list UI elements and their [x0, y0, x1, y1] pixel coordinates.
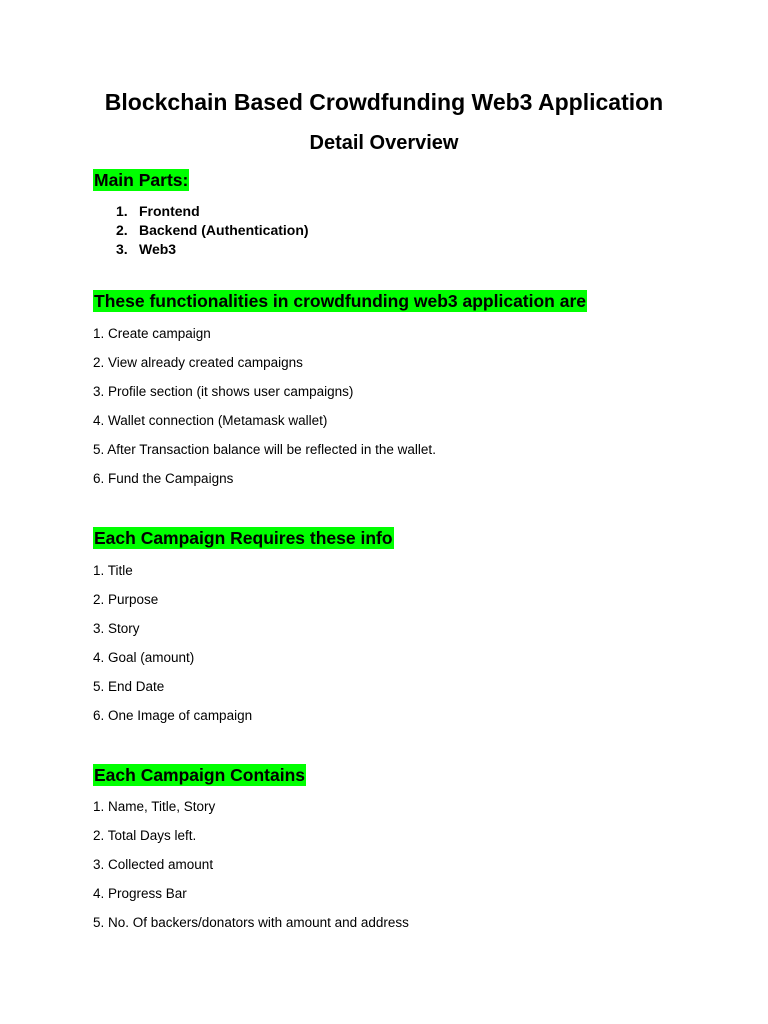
document-subtitle: Detail Overview [309, 132, 459, 154]
list-item: 6. Fund the Campaigns [93, 471, 234, 486]
list-item: 4. Goal (amount) [93, 650, 195, 665]
list-item: 4. Wallet connection (Metamask wallet) [93, 413, 328, 428]
list-item-text: Frontend [139, 203, 200, 219]
list-item: 5. End Date [93, 679, 165, 694]
list-item: 6. One Image of campaign [93, 708, 253, 723]
list-item: 1. Name, Title, Story [93, 799, 216, 814]
functionalities-list [93, 325, 436, 499]
list-item: 3. Profile section (it shows user campaigns) [93, 384, 354, 399]
main-parts-list [116, 202, 309, 259]
list-item: 5. After Transaction balance will be reflected in the wallet. [93, 442, 436, 457]
list-item: 5. No. Of backers/donators with amount and address [93, 915, 409, 930]
main-parts-heading: Main Parts: [94, 170, 189, 190]
list-item: 2. View already created campaigns [93, 355, 303, 370]
list-item: 2. Purpose [93, 592, 159, 607]
list-item: 1. Title [93, 563, 133, 578]
list-item [116, 240, 309, 259]
list-item: 1. Create campaign [93, 326, 211, 341]
list-item-text: Backend (Authentication) [139, 222, 309, 238]
list-item: 2. Total Days left. [93, 828, 197, 843]
list-item: 3. Collected amount [93, 857, 214, 872]
list-item: 3. Story [93, 621, 140, 636]
document-title: Blockchain Based Crowdfunding Web3 Application [104, 89, 664, 115]
list-item [116, 202, 309, 221]
list-item: 4. Progress Bar [93, 886, 187, 901]
campaign-requires-list [93, 562, 252, 736]
campaign-requires-heading: Each Campaign Requires these info [94, 528, 393, 548]
list-number: 1. [116, 203, 128, 219]
list-item [116, 221, 309, 240]
functionalities-heading: These functionalities in crowdfunding web3 application are [94, 291, 587, 311]
campaign-contains-list [93, 798, 409, 943]
list-item-text: Web3 [139, 241, 177, 257]
list-number: 3. [116, 241, 128, 257]
campaign-contains-heading: Each Campaign Contains [94, 765, 306, 785]
list-number: 2. [116, 222, 128, 238]
